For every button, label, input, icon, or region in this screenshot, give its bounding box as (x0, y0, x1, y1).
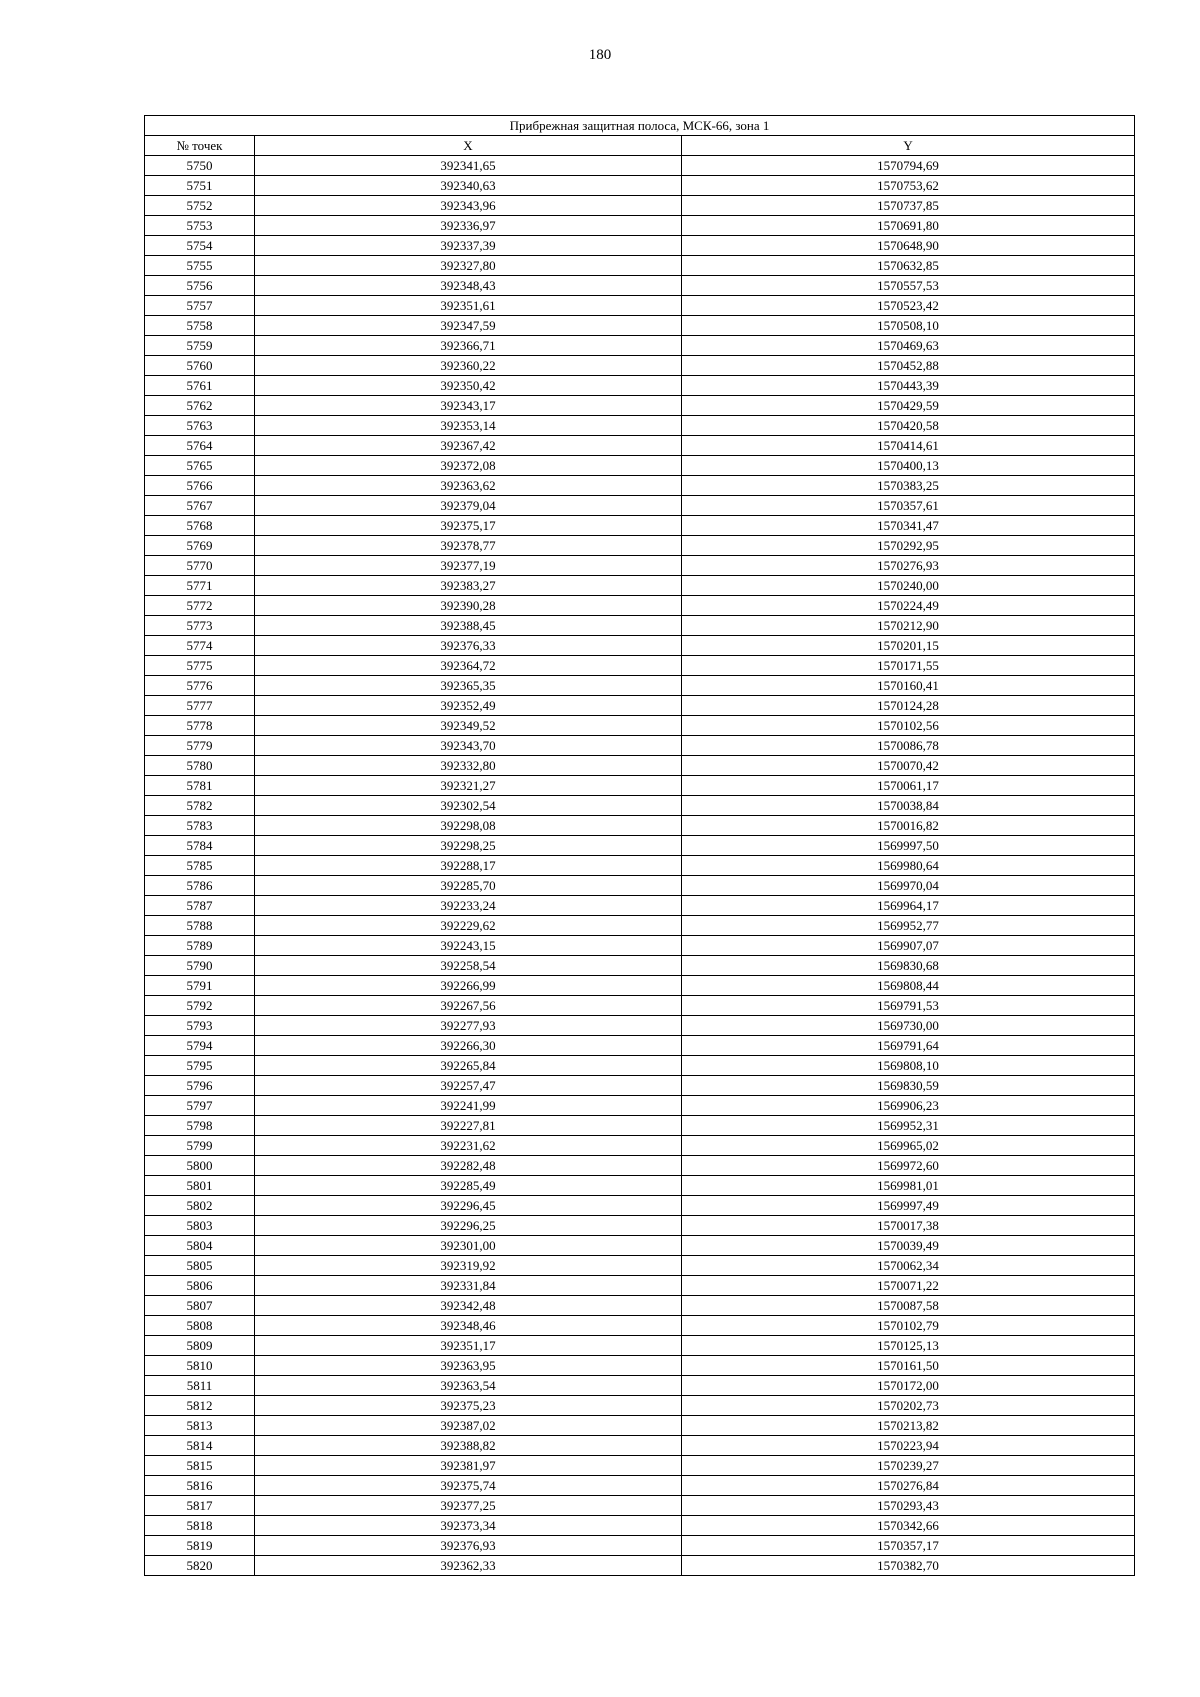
table-row (145, 1196, 1135, 1216)
table-row (145, 1236, 1135, 1256)
table-row (145, 616, 1135, 636)
point-number-cell: 5753 (145, 216, 255, 236)
table-row (145, 1296, 1135, 1316)
point-number-cell: 5757 (145, 296, 255, 316)
x-cell: 392366,71 (255, 336, 682, 356)
point-number-cell: 5780 (145, 756, 255, 776)
y-cell: 1569964,17 (682, 896, 1135, 916)
x-cell: 392352,49 (255, 696, 682, 716)
y-cell: 1569997,49 (682, 1196, 1135, 1216)
x-cell: 392377,19 (255, 556, 682, 576)
x-cell: 392241,99 (255, 1096, 682, 1116)
x-cell: 392343,17 (255, 396, 682, 416)
x-cell: 392243,15 (255, 936, 682, 956)
x-cell: 392265,84 (255, 1056, 682, 1076)
y-cell: 1570160,41 (682, 676, 1135, 696)
x-cell: 392376,93 (255, 1536, 682, 1556)
table-row (145, 1096, 1135, 1116)
table-row (145, 1516, 1135, 1536)
x-cell: 392332,80 (255, 756, 682, 776)
x-cell: 392367,42 (255, 436, 682, 456)
y-cell: 1570161,50 (682, 1356, 1135, 1376)
y-cell: 1569981,01 (682, 1176, 1135, 1196)
y-cell: 1569970,04 (682, 876, 1135, 896)
x-cell: 392337,39 (255, 236, 682, 256)
x-cell: 392296,45 (255, 1196, 682, 1216)
table-row (145, 1356, 1135, 1376)
table-title-row (145, 116, 1135, 136)
point-number-cell: 5777 (145, 696, 255, 716)
point-number-cell: 5802 (145, 1196, 255, 1216)
point-number-cell: 5762 (145, 396, 255, 416)
table-row (145, 1056, 1135, 1076)
point-number-cell: 5809 (145, 1336, 255, 1356)
y-cell: 1570102,56 (682, 716, 1135, 736)
x-cell: 392285,49 (255, 1176, 682, 1196)
y-cell: 1570523,42 (682, 296, 1135, 316)
table-row (145, 1556, 1135, 1576)
point-number-cell: 5815 (145, 1456, 255, 1476)
table-row (145, 716, 1135, 736)
y-cell: 1569997,50 (682, 836, 1135, 856)
table-row (145, 1476, 1135, 1496)
x-cell: 392375,23 (255, 1396, 682, 1416)
table-row (145, 596, 1135, 616)
y-cell: 1570086,78 (682, 736, 1135, 756)
x-cell: 392296,25 (255, 1216, 682, 1236)
x-cell: 392285,70 (255, 876, 682, 896)
table-row (145, 956, 1135, 976)
table-row (145, 1076, 1135, 1096)
x-cell: 392340,63 (255, 176, 682, 196)
x-cell: 392360,22 (255, 356, 682, 376)
x-cell: 392343,70 (255, 736, 682, 756)
x-cell: 392277,93 (255, 1016, 682, 1036)
y-cell: 1569830,68 (682, 956, 1135, 976)
table-row (145, 536, 1135, 556)
table-row (145, 276, 1135, 296)
x-cell: 392363,54 (255, 1376, 682, 1396)
x-cell: 392353,14 (255, 416, 682, 436)
page-number: 180 (588, 47, 612, 63)
x-cell: 392351,61 (255, 296, 682, 316)
point-number-cell: 5789 (145, 936, 255, 956)
y-cell: 1570070,42 (682, 756, 1135, 776)
y-cell: 1570383,25 (682, 476, 1135, 496)
table-row (145, 696, 1135, 716)
x-cell: 392363,95 (255, 1356, 682, 1376)
y-cell: 1570691,80 (682, 216, 1135, 236)
point-number-cell: 5790 (145, 956, 255, 976)
point-number-cell: 5817 (145, 1496, 255, 1516)
point-number-cell: 5814 (145, 1436, 255, 1456)
table-row (145, 236, 1135, 256)
y-cell: 1570276,84 (682, 1476, 1135, 1496)
y-cell: 1569965,02 (682, 1136, 1135, 1156)
y-cell: 1570557,53 (682, 276, 1135, 296)
table-row (145, 196, 1135, 216)
table-row (145, 556, 1135, 576)
point-number-cell: 5795 (145, 1056, 255, 1076)
y-cell: 1570737,85 (682, 196, 1135, 216)
y-cell: 1569808,10 (682, 1056, 1135, 1076)
table-row (145, 896, 1135, 916)
y-cell: 1570357,61 (682, 496, 1135, 516)
x-cell: 392229,62 (255, 916, 682, 936)
point-number-cell: 5775 (145, 656, 255, 676)
table-row (145, 856, 1135, 876)
point-number-cell: 5810 (145, 1356, 255, 1376)
table-row (145, 576, 1135, 596)
table-row (145, 1496, 1135, 1516)
table-row (145, 1316, 1135, 1336)
table-row (145, 1136, 1135, 1156)
point-number-cell: 5752 (145, 196, 255, 216)
table-row (145, 156, 1135, 176)
x-cell: 392231,62 (255, 1136, 682, 1156)
y-cell: 1570102,79 (682, 1316, 1135, 1336)
table-row (145, 676, 1135, 696)
x-cell: 392347,59 (255, 316, 682, 336)
x-cell: 392363,62 (255, 476, 682, 496)
point-number-cell: 5819 (145, 1536, 255, 1556)
x-cell: 392266,30 (255, 1036, 682, 1056)
table-row (145, 756, 1135, 776)
table-row (145, 1016, 1135, 1036)
x-cell: 392388,45 (255, 616, 682, 636)
y-cell: 1569791,53 (682, 996, 1135, 1016)
point-number-cell: 5788 (145, 916, 255, 936)
y-cell: 1570171,55 (682, 656, 1135, 676)
x-cell: 392376,33 (255, 636, 682, 656)
point-number-cell: 5771 (145, 576, 255, 596)
table-row (145, 1036, 1135, 1056)
point-number-cell: 5754 (145, 236, 255, 256)
y-cell: 1570062,34 (682, 1256, 1135, 1276)
x-cell: 392351,17 (255, 1336, 682, 1356)
y-cell: 1569906,23 (682, 1096, 1135, 1116)
y-cell: 1570223,94 (682, 1436, 1135, 1456)
table-row (145, 1396, 1135, 1416)
y-cell: 1570357,17 (682, 1536, 1135, 1556)
point-number-cell: 5803 (145, 1216, 255, 1236)
table-row (145, 436, 1135, 456)
table-row (145, 1176, 1135, 1196)
point-number-cell: 5799 (145, 1136, 255, 1156)
point-number-cell: 5756 (145, 276, 255, 296)
x-cell: 392267,56 (255, 996, 682, 1016)
y-cell: 1570087,58 (682, 1296, 1135, 1316)
coordinates-table (144, 115, 1135, 1576)
y-cell: 1570341,47 (682, 516, 1135, 536)
table-row (145, 1416, 1135, 1436)
table-row (145, 1156, 1135, 1176)
table-row (145, 796, 1135, 816)
x-cell: 392348,46 (255, 1316, 682, 1336)
table-row (145, 516, 1135, 536)
table-row (145, 496, 1135, 516)
x-cell: 392364,72 (255, 656, 682, 676)
point-number-cell: 5804 (145, 1236, 255, 1256)
table-row (145, 476, 1135, 496)
y-cell: 1570017,38 (682, 1216, 1135, 1236)
point-number-cell: 5800 (145, 1156, 255, 1176)
table-title: Прибрежная защитная полоса, МСК-66, зона 1 (145, 116, 1135, 136)
point-number-cell: 5808 (145, 1316, 255, 1336)
y-cell: 1570400,13 (682, 456, 1135, 476)
table-row (145, 996, 1135, 1016)
x-cell: 392257,47 (255, 1076, 682, 1096)
y-cell: 1570071,22 (682, 1276, 1135, 1296)
y-cell: 1570276,93 (682, 556, 1135, 576)
y-cell: 1570039,49 (682, 1236, 1135, 1256)
table-row (145, 656, 1135, 676)
table-row (145, 916, 1135, 936)
y-cell: 1570292,95 (682, 536, 1135, 556)
x-cell: 392321,27 (255, 776, 682, 796)
table-row (145, 416, 1135, 436)
y-cell: 1570125,13 (682, 1336, 1135, 1356)
point-number-cell: 5782 (145, 796, 255, 816)
y-cell: 1570124,28 (682, 696, 1135, 716)
point-number-cell: 5772 (145, 596, 255, 616)
point-number-cell: 5766 (145, 476, 255, 496)
point-number-cell: 5778 (145, 716, 255, 736)
x-cell: 392362,33 (255, 1556, 682, 1576)
x-cell: 392373,34 (255, 1516, 682, 1536)
x-cell: 392383,27 (255, 576, 682, 596)
point-number-cell: 5801 (145, 1176, 255, 1196)
x-cell: 392377,25 (255, 1496, 682, 1516)
point-number-cell: 5805 (145, 1256, 255, 1276)
x-cell: 392375,74 (255, 1476, 682, 1496)
y-cell: 1569980,64 (682, 856, 1135, 876)
table-row (145, 1216, 1135, 1236)
x-cell: 392331,84 (255, 1276, 682, 1296)
y-cell: 1570452,88 (682, 356, 1135, 376)
x-cell: 392349,52 (255, 716, 682, 736)
x-cell: 392379,04 (255, 496, 682, 516)
y-cell: 1570420,58 (682, 416, 1135, 436)
point-number-cell: 5787 (145, 896, 255, 916)
table-row (145, 256, 1135, 276)
y-cell: 1570648,90 (682, 236, 1135, 256)
y-cell: 1570469,63 (682, 336, 1135, 356)
y-cell: 1569907,07 (682, 936, 1135, 956)
y-cell: 1569952,31 (682, 1116, 1135, 1136)
x-cell: 392387,02 (255, 1416, 682, 1436)
point-number-cell: 5764 (145, 436, 255, 456)
table-row (145, 336, 1135, 356)
x-cell: 392327,80 (255, 256, 682, 276)
y-cell: 1570212,90 (682, 616, 1135, 636)
x-cell: 392302,54 (255, 796, 682, 816)
point-number-cell: 5755 (145, 256, 255, 276)
table-row (145, 216, 1135, 236)
x-cell: 392266,99 (255, 976, 682, 996)
y-cell: 1570632,85 (682, 256, 1135, 276)
point-number-cell: 5791 (145, 976, 255, 996)
y-cell: 1570753,62 (682, 176, 1135, 196)
x-cell: 392348,43 (255, 276, 682, 296)
point-number-cell: 5783 (145, 816, 255, 836)
point-number-cell: 5781 (145, 776, 255, 796)
y-cell: 1570213,82 (682, 1416, 1135, 1436)
point-number-cell: 5773 (145, 616, 255, 636)
y-cell: 1570240,00 (682, 576, 1135, 596)
point-number-cell: 5761 (145, 376, 255, 396)
x-cell: 392282,48 (255, 1156, 682, 1176)
table-row (145, 1536, 1135, 1556)
table-row (145, 1436, 1135, 1456)
y-cell: 1570038,84 (682, 796, 1135, 816)
point-number-cell: 5759 (145, 336, 255, 356)
x-cell: 392365,35 (255, 676, 682, 696)
header-y: Y (682, 136, 1135, 156)
y-cell: 1570016,82 (682, 816, 1135, 836)
table-body (145, 156, 1135, 1576)
table-row (145, 176, 1135, 196)
y-cell: 1570443,39 (682, 376, 1135, 396)
x-cell: 392336,97 (255, 216, 682, 236)
table-row (145, 316, 1135, 336)
x-cell: 392343,96 (255, 196, 682, 216)
table-row (145, 936, 1135, 956)
x-cell: 392381,97 (255, 1456, 682, 1476)
x-cell: 392350,42 (255, 376, 682, 396)
point-number-cell: 5812 (145, 1396, 255, 1416)
point-number-cell: 5774 (145, 636, 255, 656)
y-cell: 1569830,59 (682, 1076, 1135, 1096)
x-cell: 392233,24 (255, 896, 682, 916)
table-row (145, 1276, 1135, 1296)
table-row (145, 636, 1135, 656)
table-row (145, 356, 1135, 376)
y-cell: 1570201,15 (682, 636, 1135, 656)
point-number-cell: 5751 (145, 176, 255, 196)
y-cell: 1569952,77 (682, 916, 1135, 936)
x-cell: 392378,77 (255, 536, 682, 556)
point-number-cell: 5818 (145, 1516, 255, 1536)
y-cell: 1570172,00 (682, 1376, 1135, 1396)
table-row (145, 876, 1135, 896)
point-number-cell: 5806 (145, 1276, 255, 1296)
point-number-cell: 5820 (145, 1556, 255, 1576)
table-row (145, 776, 1135, 796)
y-cell: 1570202,73 (682, 1396, 1135, 1416)
table-row (145, 836, 1135, 856)
point-number-cell: 5760 (145, 356, 255, 376)
x-cell: 392298,25 (255, 836, 682, 856)
point-number-cell: 5792 (145, 996, 255, 1016)
point-number-cell: 5794 (145, 1036, 255, 1056)
point-number-cell: 5813 (145, 1416, 255, 1436)
table-row (145, 1376, 1135, 1396)
point-number-cell: 5811 (145, 1376, 255, 1396)
x-cell: 392388,82 (255, 1436, 682, 1456)
y-cell: 1570429,59 (682, 396, 1135, 416)
point-number-cell: 5807 (145, 1296, 255, 1316)
table-row (145, 1336, 1135, 1356)
x-cell: 392390,28 (255, 596, 682, 616)
x-cell: 392375,17 (255, 516, 682, 536)
y-cell: 1569808,44 (682, 976, 1135, 996)
y-cell: 1570342,66 (682, 1516, 1135, 1536)
x-cell: 392258,54 (255, 956, 682, 976)
y-cell: 1570293,43 (682, 1496, 1135, 1516)
point-number-cell: 5785 (145, 856, 255, 876)
y-cell: 1570382,70 (682, 1556, 1135, 1576)
table-row (145, 376, 1135, 396)
point-number-cell: 5786 (145, 876, 255, 896)
x-cell: 392372,08 (255, 456, 682, 476)
y-cell: 1570224,49 (682, 596, 1135, 616)
point-number-cell: 5767 (145, 496, 255, 516)
y-cell: 1569972,60 (682, 1156, 1135, 1176)
table-row (145, 296, 1135, 316)
y-cell: 1570794,69 (682, 156, 1135, 176)
point-number-cell: 5797 (145, 1096, 255, 1116)
point-number-cell: 5768 (145, 516, 255, 536)
x-cell: 392288,17 (255, 856, 682, 876)
table-row (145, 456, 1135, 476)
table-row (145, 1456, 1135, 1476)
point-number-cell: 5770 (145, 556, 255, 576)
point-number-cell: 5776 (145, 676, 255, 696)
point-number-cell: 5750 (145, 156, 255, 176)
y-cell: 1570508,10 (682, 316, 1135, 336)
y-cell: 1570239,27 (682, 1456, 1135, 1476)
table-row (145, 1116, 1135, 1136)
point-number-cell: 5798 (145, 1116, 255, 1136)
point-number-cell: 5796 (145, 1076, 255, 1096)
y-cell: 1570061,17 (682, 776, 1135, 796)
point-number-cell: 5784 (145, 836, 255, 856)
point-number-cell: 5793 (145, 1016, 255, 1036)
point-number-cell: 5779 (145, 736, 255, 756)
y-cell: 1569791,64 (682, 1036, 1135, 1056)
y-cell: 1570414,61 (682, 436, 1135, 456)
table-row (145, 396, 1135, 416)
x-cell: 392298,08 (255, 816, 682, 836)
point-number-cell: 5765 (145, 456, 255, 476)
table-row (145, 976, 1135, 996)
x-cell: 392227,81 (255, 1116, 682, 1136)
y-cell: 1569730,00 (682, 1016, 1135, 1036)
table-header-row (145, 136, 1135, 156)
point-number-cell: 5763 (145, 416, 255, 436)
table-row (145, 736, 1135, 756)
table-row (145, 1256, 1135, 1276)
point-number-cell: 5758 (145, 316, 255, 336)
x-cell: 392342,48 (255, 1296, 682, 1316)
header-point-number: № точек (145, 136, 255, 156)
point-number-cell: 5769 (145, 536, 255, 556)
header-x: X (255, 136, 682, 156)
point-number-cell: 5816 (145, 1476, 255, 1496)
x-cell: 392301,00 (255, 1236, 682, 1256)
table-row (145, 816, 1135, 836)
x-cell: 392319,92 (255, 1256, 682, 1276)
x-cell: 392341,65 (255, 156, 682, 176)
